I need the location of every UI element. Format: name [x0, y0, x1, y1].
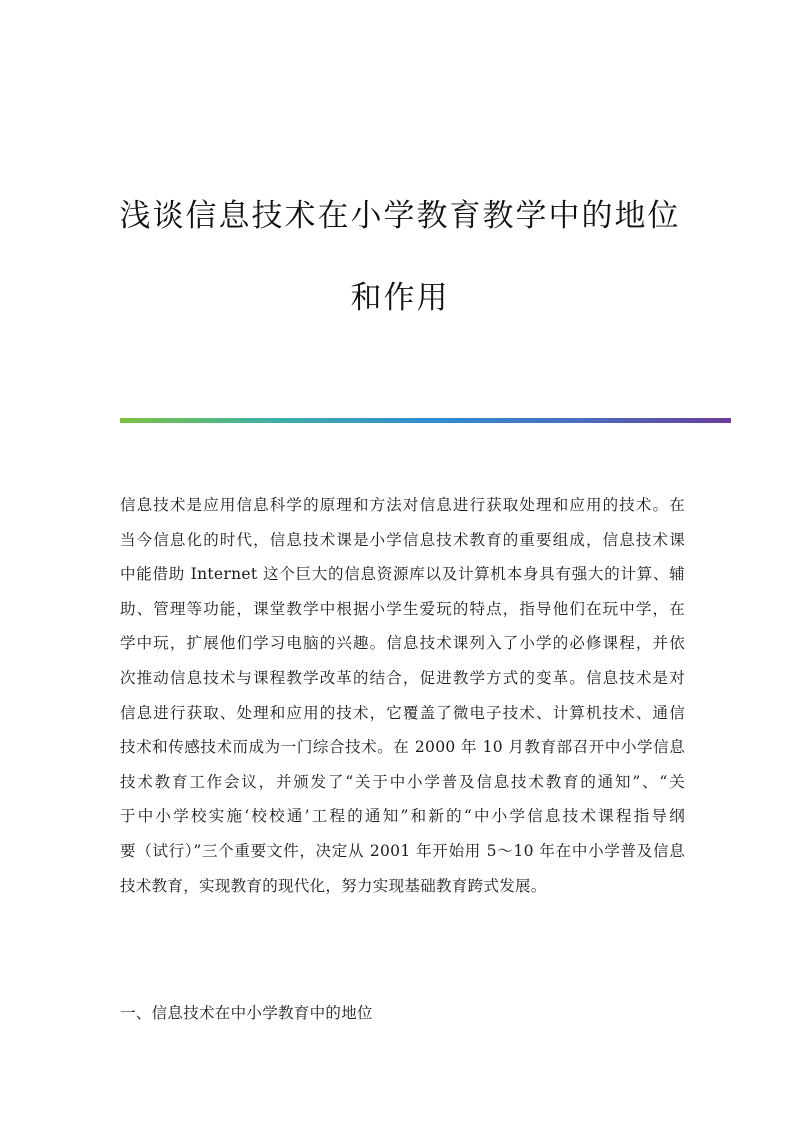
title-divider	[120, 418, 731, 423]
paragraph-line: 技术和传感技术而成为一门综合技术。在 2000 年 10 月教育部召开中小学信息	[120, 738, 685, 757]
paragraph-line: 助、管理等功能，课堂教学中根据小学生爱玩的特点，指导他们在玩中学，在	[120, 599, 685, 618]
paragraph-line: 信息进行获取、处理和应用的技术，它覆盖了微电子技术、计算机技术、通信	[120, 703, 685, 722]
paragraph-line: 技术教育，实现教育的现代化，努力实现基础教育跨式发展。	[120, 876, 547, 895]
paragraph-line: 技术教育工作会议，并颁发了“关于中小学普及信息技术教育的通知”、“关	[120, 772, 685, 791]
paragraph-line: 信息技术是应用信息科学的原理和方法对信息进行获取处理和应用的技术。在	[120, 496, 685, 514]
intro-paragraph	[120, 488, 685, 903]
paragraph-line: 于中小学校实施‘校校通’工程的通知”和新的“中小学信息技术课程指导纲	[120, 807, 685, 826]
paragraph-line: 当今信息化的时代，信息技术课是小学信息技术教育的重要组成，信息技术课	[120, 530, 685, 549]
paragraph-line: 要（试行）”三个重要文件，决定从 2001 年开始用 5～10 年在中小学普及信息	[120, 841, 685, 860]
paragraph-line: 中能借助 Internet 这个巨大的信息资源库以及计算机本身具有强大的计算、辅	[120, 565, 685, 584]
document-title-line-2: 和作用	[350, 280, 450, 316]
section-heading: 一、信息技术在中小学教育中的地位	[120, 1004, 373, 1022]
document-title-line-1: 浅谈信息技术在小学教育教学中的地位	[119, 198, 681, 234]
paragraph-line: 学中玩，扩展他们学习电脑的兴趣。信息技术课列入了小学的必修课程，并依	[120, 634, 685, 653]
paragraph-line: 次推动信息技术与课程教学改革的结合，促进教学方式的变革。信息技术是对	[120, 668, 685, 687]
